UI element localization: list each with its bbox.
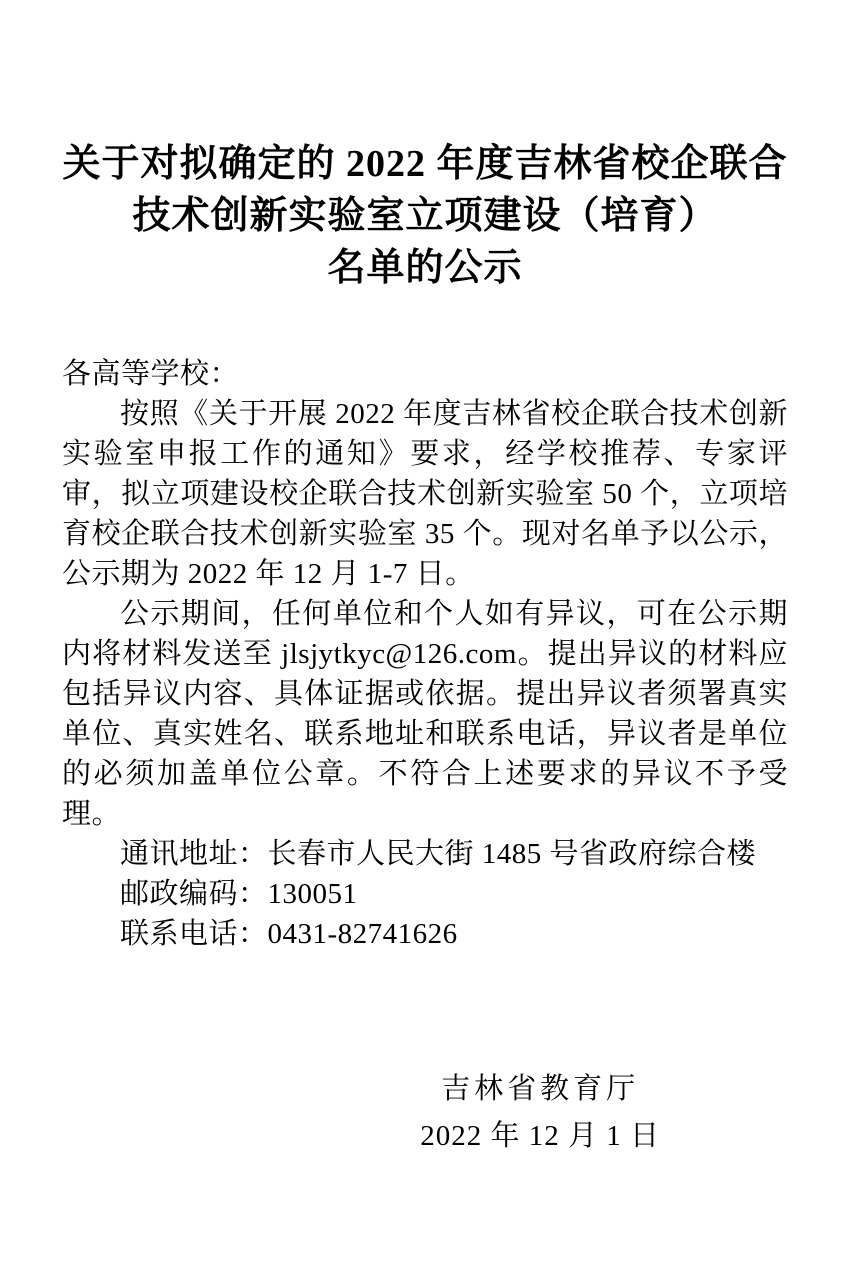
signature-block (420, 1066, 660, 1160)
document-title (62, 138, 788, 294)
paragraph-intro: 按照《关于开展 2022 年度吉林省校企联合技术创新实验室申报工作的通知》要求，经学校推荐、专家评审，拟立项建设校企联合技术创新实验室 50 个，立项培育校企联合技术创新实验室 35 个。现对名单予以公示，公示期为 2022 年 12 月 1-7 日。 (62, 398, 788, 590)
signature-date: 2022 年 12 月 1 日 (420, 1120, 660, 1152)
signature-org: 吉林省教育厅 (441, 1073, 640, 1105)
contact-postcode: 邮政编码：130051 (120, 878, 358, 910)
title-line-1: 关于对拟确定的 2022 年度吉林省校企联合 (62, 143, 788, 185)
paragraph-objection: 公示期间，任何单位和个人如有异议，可在公示期内将材料发送至 jlsjytkyc@126.com。提出异议的材料应包括异议内容、具体证据或依据。提出异议者须署真实单位、真实姓名、联系地址和联系电话，异议者是单位的必须加盖单位公章。不符合上述要求的异议不予受理。 (62, 598, 788, 830)
salutation: 各高等学校： (62, 358, 240, 390)
title-line-2: 技术创新实验室立项建设（培育） (132, 195, 718, 237)
title-line-3: 名单的公示 (327, 247, 523, 289)
document-body (62, 354, 788, 954)
contact-address: 通讯地址：长春市人民大街 1485 号省政府综合楼 (120, 838, 757, 870)
contact-phone: 联系电话：0431-82741626 (120, 918, 458, 950)
